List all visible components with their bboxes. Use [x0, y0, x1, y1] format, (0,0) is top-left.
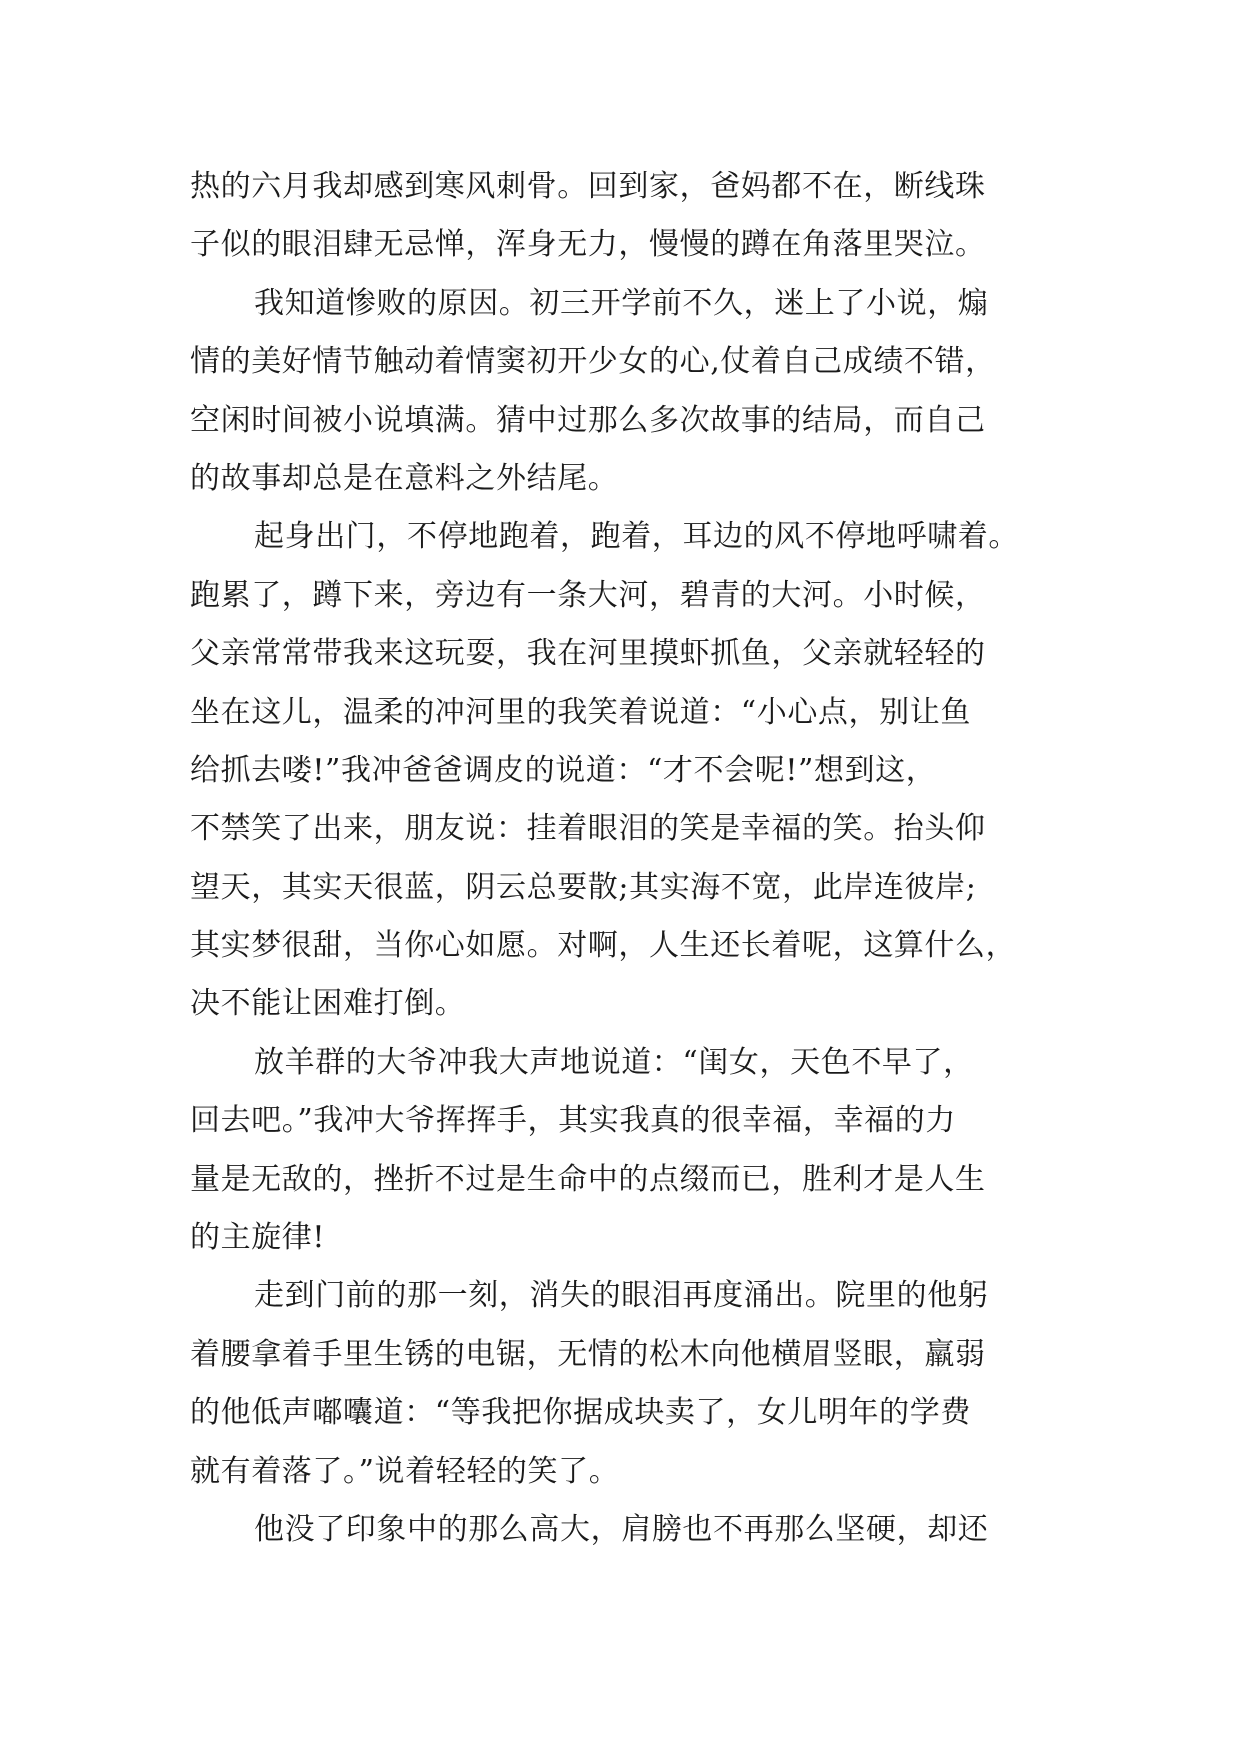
text-line: 着腰拿着手里生锈的电锯，无情的松木向他横眉竖眼，羸弱 — [190, 1336, 986, 1372]
text-line: 回去吧。”我冲大爷挥挥手，其实我真的很幸福，幸福的力 — [190, 1103, 956, 1139]
text-line: 望天，其实天很蓝，阴云总要散;其实海不宽，此岸连彼岸; — [190, 869, 977, 905]
paragraph-start-line: 他没了印象中的那么高大，肩膀也不再那么坚硬，却还 — [254, 1511, 989, 1547]
paragraph-start-line: 走到门前的那一刻，消失的眼泪再度涌出。院里的他躬 — [254, 1278, 989, 1314]
text-line: 父亲常常带我来这玩耍，我在河里摸虾抓鱼，父亲就轻轻的 — [190, 636, 986, 672]
text-line: 坐在这儿，温柔的冲河里的我笑着说道：“小心点，别让鱼 — [190, 694, 971, 730]
text-line: 跑累了，蹲下来，旁边有一条大河，碧青的大河。小时候， — [190, 577, 986, 613]
body-text — [190, 158, 1070, 1559]
text-line: 的主旋律! — [190, 1220, 326, 1256]
text-line: 情的美好情节触动着情窦初开少女的心,仗着自己成绩不错， — [190, 344, 996, 380]
text-line: 其实梦很甜，当你心如愿。对啊，人生还长着呢，这算什么， — [190, 928, 1017, 964]
paragraph-start-line: 放羊群的大爷冲我大声地说道：“闺女，天色不早了， — [254, 1044, 974, 1080]
text-line: 的故事却总是在意料之外结尾。 — [190, 460, 619, 496]
text-line: 热的六月我却感到寒风刺骨。回到家，爸妈都不在，断线珠 — [190, 169, 986, 204]
text-line: 子似的眼泪肆无忌惮，浑身无力，慢慢的蹲在角落里哭泣。 — [190, 227, 986, 263]
text-line: 空闲时间被小说填满。猜中过那么多次故事的结局，而自己 — [190, 402, 986, 438]
text-line: 量是无敌的，挫折不过是生命中的点缀而已，胜利才是人生 — [190, 1161, 986, 1197]
text-line: 的他低声嘟囔道：“等我把你据成块卖了，女儿明年的学费 — [190, 1395, 971, 1431]
text-line: 给抓去喽!”我冲爸爸调皮的说道：“才不会呢!”想到这， — [190, 752, 937, 788]
text-line: 决不能让困难打倒。 — [190, 986, 466, 1022]
paragraph-start-line: 起身出门，不停地跑着，跑着，耳边的风不停地呼啸着。 — [254, 519, 1019, 555]
text-line: 就有着落了。”说着轻轻的笑了。 — [190, 1453, 620, 1489]
paragraph-start-line: 我知道惨败的原因。初三开学前不久，迷上了小说，煽 — [254, 285, 989, 321]
text-line: 不禁笑了出来，朋友说：挂着眼泪的笑是幸福的笑。抬头仰 — [190, 811, 986, 847]
